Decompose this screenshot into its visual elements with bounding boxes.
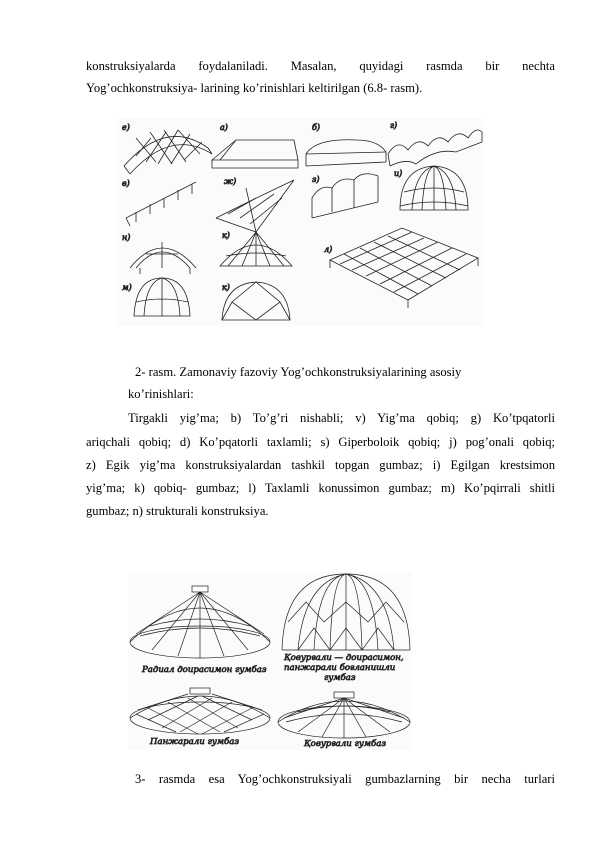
- folded-plate-sketch: [126, 182, 196, 226]
- lattice-dome-sketch: [130, 688, 270, 734]
- spatial-grid-sketch: [330, 228, 478, 308]
- description-line-5: gumbaz; n) strukturali konstruksiya.: [86, 504, 269, 518]
- closing-line-1: 3- rasmda esa Yog’ochkonstruksiyali gumbazlarning bir necha turlari: [135, 772, 555, 786]
- intro-line-1: konstruksiyalarda foydalaniladi. Masalan, quyidagi rasmda bir nechta: [86, 59, 555, 73]
- vaulted-lattice-shell-sketch: [124, 130, 212, 174]
- fig2-label-3: б): [312, 123, 321, 132]
- multi-wave-roof-sketch: [388, 130, 482, 166]
- barrel-vault-sketch: [306, 140, 386, 166]
- fig3-caption-ribbed-3: гумбаз: [324, 673, 356, 683]
- fig2-label-4: г): [390, 121, 398, 130]
- fig3-caption-ribbed-2: панжарали боғланишли: [284, 663, 396, 673]
- figure-2-structures-image: [116, 118, 484, 326]
- hyperbolic-shell-sketch: [216, 180, 294, 232]
- fig2-label-11: л): [324, 245, 333, 254]
- fig2-label-8: и): [394, 169, 403, 178]
- description-line-2: ariqchali qobiq; d) Ko’pqatorli taxlamli; s) Giperboloik qobiq; j) pog’onali qobiq;: [86, 435, 555, 449]
- description-line-3: z) Egik yig’ma konstruksiyalardan tashkil topgan gumbaz; i) Egilgan krestsimon: [86, 458, 555, 472]
- shell-dome-sketch: [134, 278, 190, 316]
- conical-dome-sketch: [220, 232, 292, 266]
- fig2-label-6: ж): [224, 177, 237, 186]
- fig2-label-9: н): [122, 233, 131, 242]
- figure-2-caption-line-2: ko’rinishlari:: [128, 387, 194, 401]
- figure-3-domes-image: [128, 572, 412, 750]
- figure-2-caption-line-1: 2- rasm. Zamonaviy fazoviy Yog’ochkonstruksiyalarining asosiy: [135, 365, 462, 379]
- fig3-caption-ribbed-plan: Қовурғали гумбаз: [304, 739, 387, 749]
- stepped-shell-sketch: [312, 174, 378, 218]
- cross-vault-sketch: [130, 242, 196, 274]
- radial-dome-sketch: [130, 586, 270, 658]
- polyhedral-dome-sketch: [222, 282, 290, 320]
- description-line-1: Tirgakli yig’ma; b) To’g’ri nishabli; v) Yig’ma qobiq; g) Ko’tpqatorli: [128, 411, 555, 425]
- fig2-label-13: к): [222, 283, 230, 292]
- fig2-label-7: з): [312, 175, 320, 184]
- pitched-roof-sketch: [212, 140, 298, 168]
- description-line-4: yig’ma; k) qobiq- gumbaz; l) Taxlamli konussimon gumbaz; m) Ko’pqirrali shitli: [86, 481, 555, 495]
- fig3-caption-radial: Радиал доирасимон гумбаз: [142, 665, 267, 675]
- fig2-label-12: м): [122, 283, 132, 292]
- fig3-caption-lattice: Панжарали гумбаз: [150, 737, 240, 747]
- ribbed-dome-plan-sketch: [278, 692, 410, 738]
- fig3-caption-ribbed-1: Қовурғали — доирасимон,: [284, 653, 404, 663]
- fig2-label-2: a): [220, 123, 228, 132]
- ribbed-dome-sketch: [400, 166, 468, 210]
- ribbed-lattice-dome-sketch: [282, 574, 410, 650]
- fig2-label-5: в): [122, 179, 130, 188]
- fig2-label-10: к): [222, 231, 230, 240]
- fig2-label-1: e): [122, 123, 130, 132]
- intro-line-2: Yog’ochkonstruksiya- larining ko’rinishlari keltirilgan (6.8- rasm).: [86, 81, 423, 95]
